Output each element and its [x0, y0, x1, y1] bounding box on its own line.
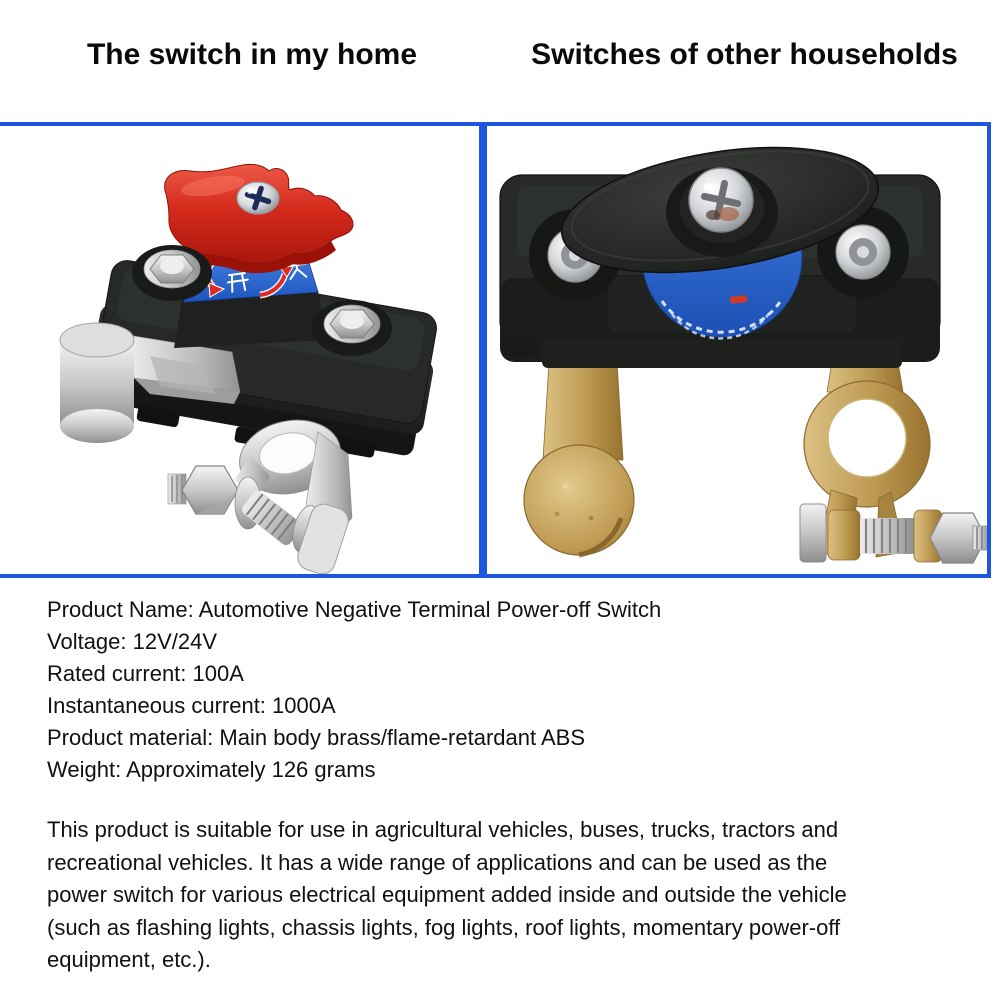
description-line: power switch for various electrical equipment added inside and outside the vehicle: [47, 882, 847, 907]
spec-line-weight: Weight: Approximately 126 grams: [47, 757, 376, 782]
brass-disc: [524, 445, 634, 555]
bolt-threads: [860, 518, 914, 554]
product-specs: [47, 594, 661, 786]
left-product-photo: [0, 126, 479, 574]
center-screw: [689, 168, 753, 232]
description-line: recreational vehicles. It has a wide range of applications and can be used as the: [47, 849, 828, 875]
description-line: equipment, etc.).: [47, 947, 211, 972]
spec-line-rated-current: Rated current: 100A: [47, 661, 244, 686]
terminal-clamp: [168, 411, 352, 574]
spec-line-instant-current: Instantaneous current: 1000A: [47, 693, 336, 718]
product-description: [47, 814, 847, 977]
brass-strap-left: [524, 362, 634, 555]
description-line: This product is suitable for use in agricultural vehicles, buses, trucks, tractors and: [47, 817, 839, 842]
terminal-post: [60, 323, 134, 443]
spec-line-material: Product material: Main body brass/flame-retardant ABS: [47, 725, 586, 750]
brass-ring-terminal: [800, 381, 987, 563]
handle-screw: [237, 182, 279, 214]
red-logo-mark: [730, 295, 748, 303]
right-panel-title: Switches of other households: [531, 38, 958, 71]
spec-line-voltage: Voltage: 12V/24V: [47, 629, 218, 654]
hex-bolt: [132, 245, 212, 301]
right-product-photo: [487, 126, 987, 574]
spec-line-product-name: Product Name: Automotive Negative Terminal Power-off Switch: [47, 597, 662, 622]
description-line: (such as flashing lights, chassis lights, fog lights, roof lights, momentary power-off: [47, 914, 841, 940]
bolt-square-head: [800, 504, 826, 562]
hex-bolt-right: [312, 300, 392, 356]
left-panel-title: The switch in my home: [86, 38, 418, 71]
